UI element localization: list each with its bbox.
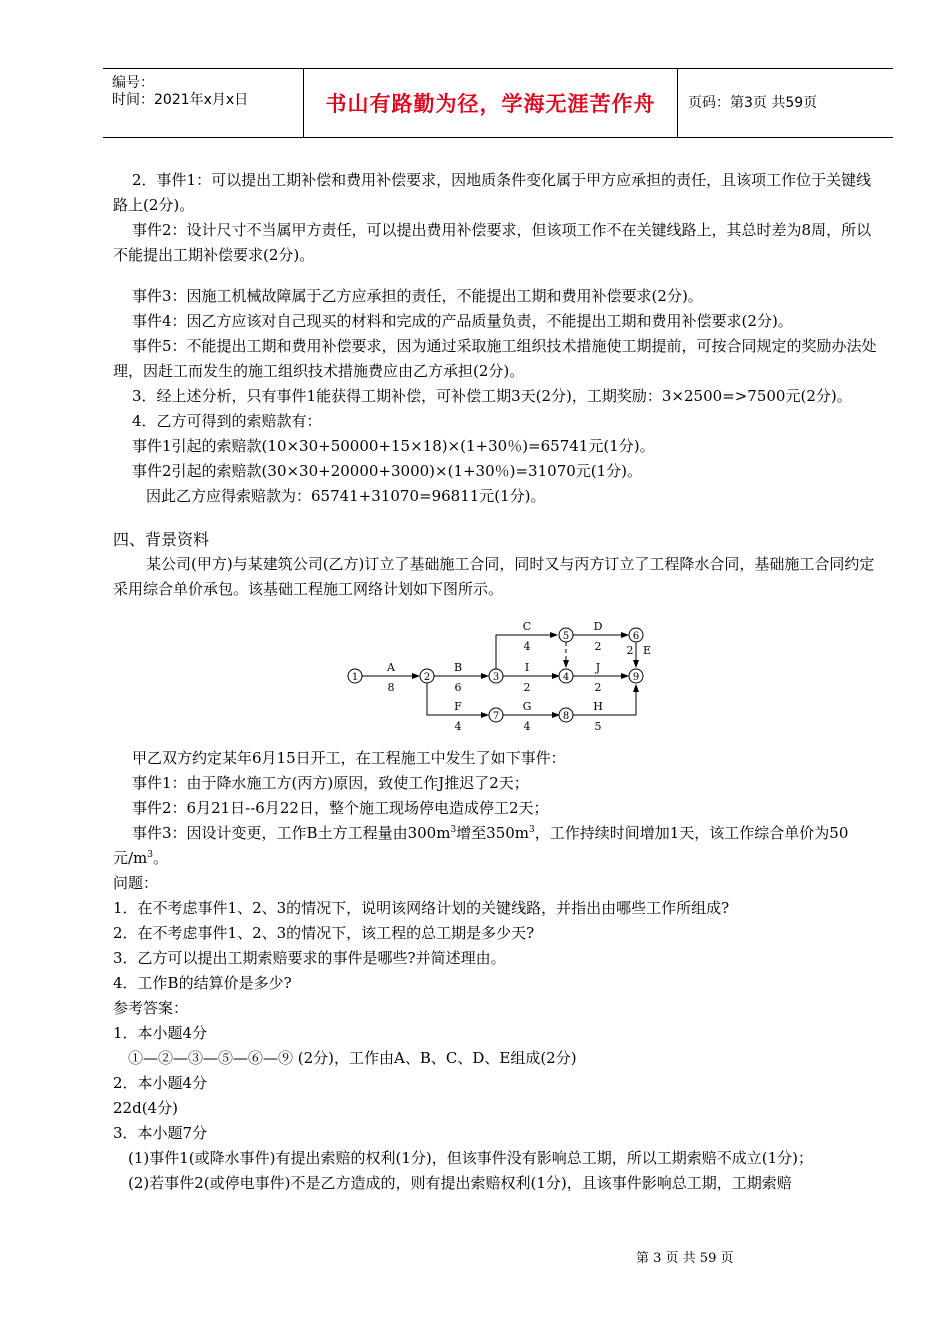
network-node-label: 5	[562, 631, 570, 642]
activity-name: H	[593, 700, 603, 713]
activity-name: A	[387, 661, 395, 674]
event-3: 事件3：因设计变更，工作B土方工程量由$300m^3$增至$350m^3$，工作持续时间增加1天，该工作综合单价为50元$/m^3$。	[113, 824, 849, 867]
answer-text: (2)若事件2(或停电事件)不是乙方造成的，则有提出索赔权利(1分)，且该事件影响总工期，工期索赔	[128, 1174, 792, 1192]
page-footer: 第 3 页 共 59 页	[636, 1251, 734, 1266]
answer-paragraph: 事件4：因乙方应该对自己现买的材料和完成的产品质量负责，不能提出工期和费用补偿要求(2分)。	[132, 312, 793, 330]
network-node-label: 7	[492, 711, 500, 722]
answers-label: 参考答案：	[113, 999, 189, 1017]
document-body	[113, 168, 883, 1196]
network-node-label: 6	[632, 631, 640, 642]
activity-name: J	[595, 661, 601, 674]
background-intro: 某公司(甲方)与某建筑公司(乙方)订立了基础施工合同，同时又与丙方订立了工程降水合同，基础施工合同约定采用综合单价承包。该基础工程施工网络计划如下图所示。	[113, 555, 875, 598]
event-1: 事件1：由于降水施工方(丙方)原因，致使工作J推迟了2天；	[132, 774, 529, 792]
activity-duration: 6	[454, 681, 462, 694]
time-label: 时间：2021年x月x日	[112, 92, 249, 108]
section-heading: 四、背景资料	[113, 530, 210, 549]
header-center-cell	[304, 69, 678, 137]
activity-duration: 2	[594, 640, 602, 653]
activity-duration: 4	[523, 720, 531, 732]
answer-title: 3．本小题7分	[113, 1124, 208, 1142]
page-header	[103, 68, 893, 138]
activity-duration: 2	[594, 681, 602, 694]
header-left-cell	[103, 69, 304, 137]
answer-paragraph: 事件2引起的索赔款(30×30+20000+3000)×(1+30％)=31070元(1分)。	[132, 462, 643, 480]
question-item: 2．在不考虑事件1、2、3的情况下，该工程的总工期是多少天?	[113, 924, 535, 942]
answer-text: 22d(4分)	[113, 1099, 178, 1117]
activity-duration: 4	[523, 640, 531, 653]
activity-name: C	[522, 620, 532, 633]
answer-paragraph: 事件1引起的索赔款(10×30+50000+15×18)×(1+30％)=65741元(1分)。	[132, 437, 655, 455]
activity-duration: 2	[523, 681, 531, 694]
network-node-label: 8	[562, 711, 570, 722]
answer-text: ①—②—③—⑤—⑥—⑨ (2分)，工作由A、B、C、D、E组成(2分)	[128, 1049, 577, 1067]
question-item: 3．乙方可以提出工期索赔要求的事件是哪些?并简述理由。	[113, 949, 506, 967]
network-node-label: 3	[492, 672, 500, 683]
answer-paragraph: 3．经上述分析，只有事件1能获得工期补偿，可补偿工期3天(2分)，工期奖励：3×2500=>7500元(2分)。	[132, 387, 852, 405]
network-node-label: 9	[632, 672, 640, 683]
activity-duration: 5	[594, 720, 602, 732]
answer-paragraph: 事件3：因施工机械故障属于乙方应承担的责任，不能提出工期和费用补偿要求(2分)。	[132, 287, 703, 305]
serial-label: 编号：	[112, 75, 154, 91]
answer-title: 1．本小题4分	[113, 1024, 208, 1042]
motto: 书山有路勤为径，学海无涯苦作舟	[325, 92, 656, 116]
activity-duration: 8	[387, 681, 395, 694]
network-node-label: 1	[351, 672, 359, 683]
questions-label: 问题：	[113, 874, 159, 892]
network-node-label: 2	[423, 672, 431, 683]
activity-name: B	[453, 661, 463, 674]
answer-paragraph: 因此乙方应得索赔款为：65741+31070=96811元(1分)。	[146, 487, 546, 505]
network-node-label: 4	[562, 672, 570, 683]
answer-paragraph: 事件5：不能提出工期和费用补偿要求，因为通过采取施工组织技术措施使工期提前，可按合同规定的奖励办法处理，因赶工而发生的施工组织技术措施费应由乙方承担(2分)。	[113, 337, 877, 380]
agreement-text: 甲乙双方约定某年6月15日开工，在工程施工中发生了如下事件：	[132, 749, 566, 767]
activity-name: D	[593, 620, 603, 633]
question-item: 1．在不考虑事件1、2、3的情况下，说明该网络计划的关键线路，并指出由哪些工作所组成?	[113, 899, 730, 917]
activity-duration: 2	[626, 644, 634, 657]
answer-title: 2．本小题4分	[113, 1074, 208, 1092]
network-diagram	[113, 602, 883, 732]
activity-duration: 4	[454, 720, 462, 732]
activity-name: E	[643, 644, 652, 657]
answer-text: (1)事件1(或降水事件)有提出索赔的权利(1分)，但该事件没有影响总工期，所以工期索赔不成立(1分)；	[128, 1149, 813, 1167]
event-2: 事件2：6月21日--6月22日，整个施工现场停电造成停工2天；	[132, 799, 549, 817]
answer-paragraph: 2．事件1：可以提出工期补偿和费用补偿要求，因地质条件变化属于甲方应承担的责任，且该项工作位于关键线路上(2分)。	[113, 171, 872, 214]
activity-name: I	[524, 661, 530, 674]
activity-name: F	[454, 700, 462, 713]
page-label: 页码：第3页 共59页	[688, 95, 818, 111]
activity-name: G	[522, 700, 532, 713]
header-right-cell	[678, 69, 893, 137]
answer-paragraph: 4．乙方可得到的索赔款有：	[132, 412, 322, 430]
answer-paragraph: 事件2：设计尺寸不当属甲方责任，可以提出费用补偿要求，但该项工作不在关键线路上，其总时差为8周，所以不能提出工期补偿要求(2分)。	[113, 221, 872, 264]
question-item: 4．工作B的结算价是多少?	[113, 974, 292, 992]
